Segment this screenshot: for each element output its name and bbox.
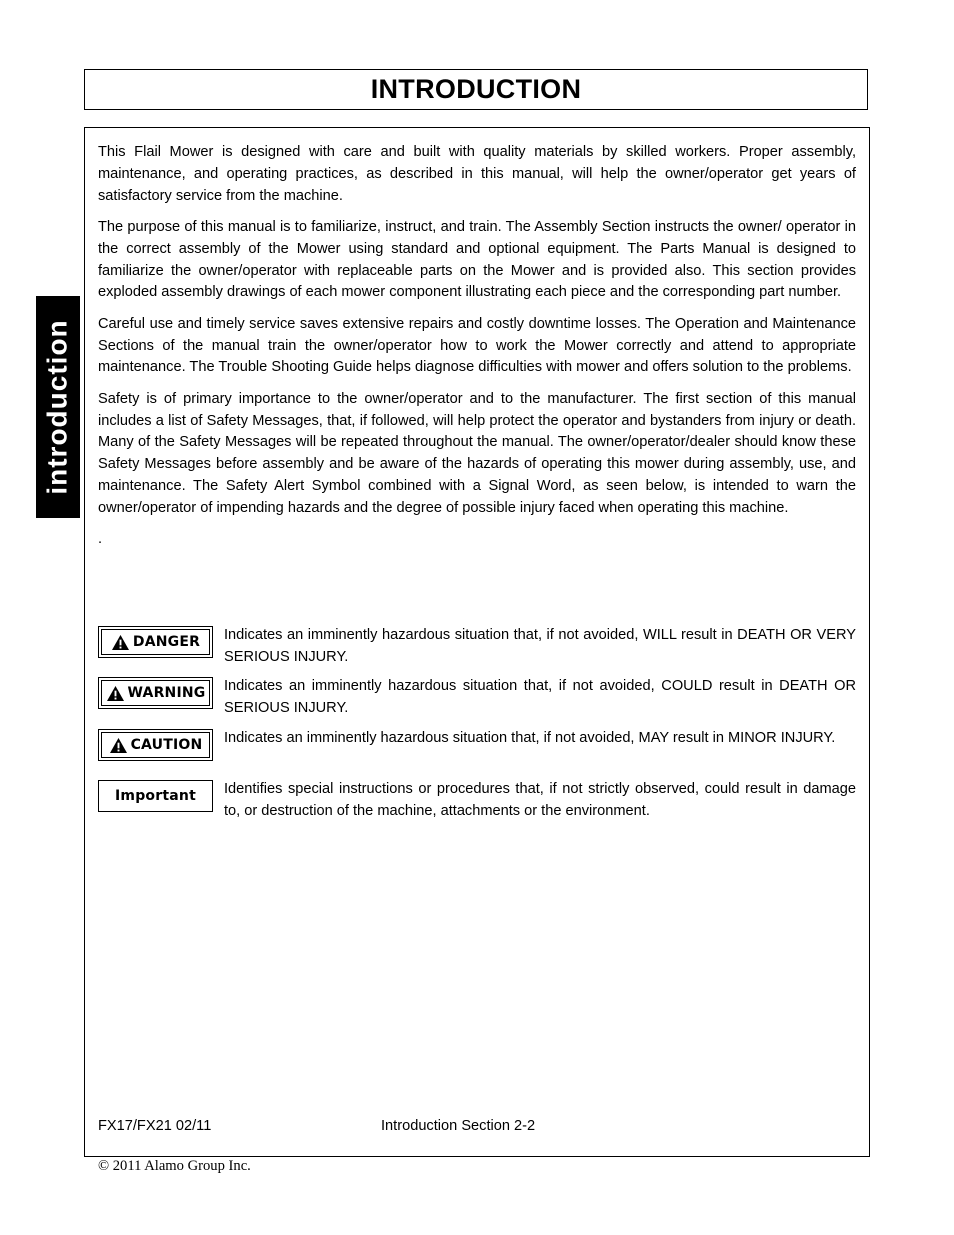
body-text: [98, 142, 856, 561]
important-badge: [98, 780, 213, 812]
paragraph-purpose: The purpose of this manual is to familiarize, instruct, and train. The Assembly Section instructs the owner/ operator in the correct assembly of the Mower using standard and optional equipment. The Parts Manual is designed to familiarize the owner/operator with replaceable parts on the Mower and is provided also. This section provides exploded assembly drawings of each mower component illustrating each piece and the corresponding part number.: [98, 218, 856, 301]
important-description: Identifies special instructions or procedures that, if not strictly observed, could result in damage to, or destruction of the machine, attachments or the environment.: [224, 781, 856, 819]
caution-badge-label: CAUTION: [130, 737, 203, 753]
warning-badge-label: WARNING: [127, 685, 206, 701]
danger-badge-label: DANGER: [132, 634, 201, 650]
signal-row-caution: [98, 728, 856, 761]
important-badge-label: Important: [115, 788, 196, 804]
paragraph-safety: Safety is of primary importance to the owner/operator and to the manufacturer. The first section of this manual includes a list of Safety Messages, that, if followed, will help protect the operator and bystanders from injury or death. Many of the Safety Messages will be repeated throughout the manual. The owner/operator/dealer should know these Safety Messages before assembly and be aware of the hazards of operating this mower during assembly, use, and maintenance. The Safety Alert Symbol combined with a Signal Word, as seen below, is intended to warn the owner/operator of impending hazards and the degree of possible injury faced when operating this machine.: [98, 390, 856, 516]
danger-badge: [98, 626, 213, 658]
footer-section-page: Introduction Section 2-2: [381, 1118, 536, 1134]
signal-row-warning: [98, 676, 856, 720]
safety-alert-triangle-icon: [106, 685, 125, 702]
danger-description: Indicates an imminently hazardous situation that, if not avoided, WILL result in DEATH OR VERY SERIOUS INJURY.: [224, 627, 856, 665]
caution-description: Indicates an imminently hazardous situation that, if not avoided, MAY result in MINOR INJURY.: [224, 730, 836, 746]
section-side-tab-label: introduction: [42, 319, 74, 495]
signal-row-danger: [98, 625, 856, 669]
paragraph-careful-use: Careful use and timely service saves extensive repairs and costly downtime losses. The Operation and Maintenance Sections of the manual train the owner/operator how to work the Mower correctly and attend to appropriate maintenance. The Trouble Shooting Guide helps diagnose difficulties with mower and offers solution to the problems.: [98, 315, 856, 376]
separator-dot: .: [98, 531, 103, 548]
footer-model-date: FX17/FX21 02/11: [98, 1118, 212, 1134]
signal-row-important: [98, 779, 856, 823]
safety-alert-triangle-icon: [109, 737, 128, 754]
section-side-tab: [36, 296, 80, 518]
footer-copyright: © 2011 Alamo Group Inc.: [98, 1158, 251, 1174]
paragraph-intro: This Flail Mower is designed with care and built with quality materials by skilled workers. Proper assembly, maintenance, and operating practices, as described in this manual, will help the owner/operator get years of satisfactory service from the machine.: [98, 144, 856, 204]
safety-alert-triangle-icon: [111, 634, 130, 651]
warning-description: Indicates an imminently hazardous situation that, if not avoided, COULD result in DEATH OR SERIOUS INJURY.: [224, 678, 856, 716]
warning-badge: [98, 677, 213, 709]
caution-badge: [98, 729, 213, 761]
page-title-box: [84, 69, 868, 110]
page-title: INTRODUCTION: [370, 74, 582, 104]
